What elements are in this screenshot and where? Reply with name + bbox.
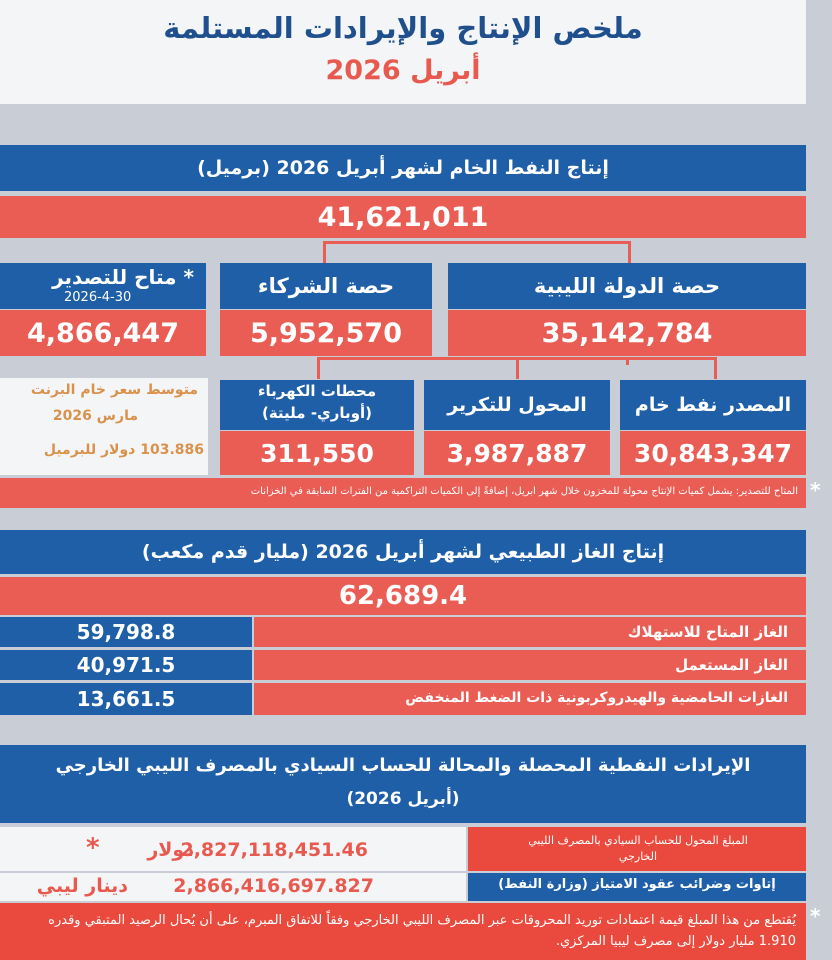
revenue-title-box [0,745,806,823]
gas-row-available-value: 59,798.8 [0,617,252,647]
gas-total: 62,689.4 [0,577,806,615]
connector-mid-left [317,357,320,379]
export-label-text: متاح للتصدير [52,265,177,289]
brent-label: متوسط سعر خام البرنت [30,382,198,398]
connector-top [324,241,630,244]
partners-share-label: حصة الشركاء [220,263,432,309]
revenue-row1-currency: دولار [147,839,194,861]
page-title: ملخص الإنتاج والإيرادات المستلمة [163,11,643,45]
revenue-note-star: * [810,904,821,928]
revenue-row1-value-box [0,827,466,871]
revenue-row2-amount: 2,866,416,697.827 [173,875,374,897]
gas-row-acid [254,683,806,715]
revenue-row2-value-box [0,873,466,901]
revenue-note-box [0,903,806,960]
revenue-row1-star: * [86,833,100,863]
export-date: 2026-4-30 [64,290,132,305]
connector-top-right [628,241,631,263]
export-value: 4,866,447 [0,310,206,356]
state-share-label: حصة الدولة الليبية [448,263,806,309]
revenue-row2-label: إتاوات وضرائب عقود الامتياز (وزارة النفط) [498,877,776,892]
brent-month: مارس 2026 [52,408,138,424]
gas-row-acid-label: الغازات الحامضية والهيدروكربونية ذات الضغط المنخفض [405,690,788,706]
revenue-note: يُقتطع من هذا المبلغ قيمة اعتمادات توريد المحروقات عبر المصرف الليبي الخارجي وفقاً للاتفاق المبرم، على أن يُحال الرصيد المتبقي وقدره 1.910 مليار دولار إلى مصرف ليبيا المركزي. [48,913,796,949]
connector-mid-center2 [516,357,519,379]
connector-mid-right [714,357,717,379]
refining-value: 3,987,887 [424,431,610,475]
gas-row-available-label: الغاز المتاح للاستهلاك [627,623,788,641]
connector-mid-center [626,357,629,365]
power-stations-label [220,380,414,430]
power-label-line1: محطات الكهرباء [257,382,377,400]
power-label-line2: (أوباري- مليتة) [261,404,373,422]
exported-crude-label: المصدر نفط خام [620,380,806,430]
gas-row-used [254,650,806,680]
revenue-row2-label-box [468,873,806,901]
revenue-row1-label-box [468,827,806,871]
refining-label: المحول للتكرير [424,380,610,430]
brent-panel [0,378,208,475]
gas-row-used-label: الغاز المستعمل [675,656,788,674]
partners-share-value: 5,952,570 [220,310,432,356]
oil-footnote-bar [0,478,806,508]
revenue-title-line2: (أبريل 2026) [346,789,460,809]
revenue-title-line1: الإيرادات النفطية المحصلة والمحالة للحساب السيادي بالمصرف الليبي الخارجي [55,755,751,776]
page-subtitle: أبريل 2026 [325,54,481,86]
export-label [52,265,194,289]
power-stations-value: 311,550 [220,431,414,475]
brent-price: 103.886 دولار للبرميل [43,442,204,458]
export-star: * [183,265,194,289]
revenue-row1-label: المبلغ المحول للحساب السيادي بالمصرف الليبي الخارجي [528,834,748,863]
revenue-row1-amount: 2,827,118,451.46 [180,839,368,861]
state-share-value: 35,142,784 [448,310,806,356]
oil-section-title: إنتاج النفط الخام لشهر أبريل 2026 (برميل) [0,145,806,191]
exported-crude-value: 30,843,347 [620,431,806,475]
oil-footnote-star: * [810,478,821,502]
gas-section-title: إنتاج الغاز الطبيعي لشهر أبريل 2026 (مليار قدم مكعب) [0,530,806,574]
oil-total: 41,621,011 [0,196,806,238]
oil-footnote-text: المتاح للتصدير: يشمل كميات الإنتاج محولة للمخزون خلال شهر أبريل، إضافةً إلى الكميات التراكمية من الفترات السابقة في الخزانات [250,486,798,497]
revenue-row2-currency: دينار ليبي [36,875,128,897]
gas-row-available [254,617,806,647]
connector-top-left [323,241,326,263]
export-label-box [0,263,206,309]
gas-row-acid-value: 13,661.5 [0,683,252,715]
gas-row-used-value: 40,971.5 [0,650,252,680]
